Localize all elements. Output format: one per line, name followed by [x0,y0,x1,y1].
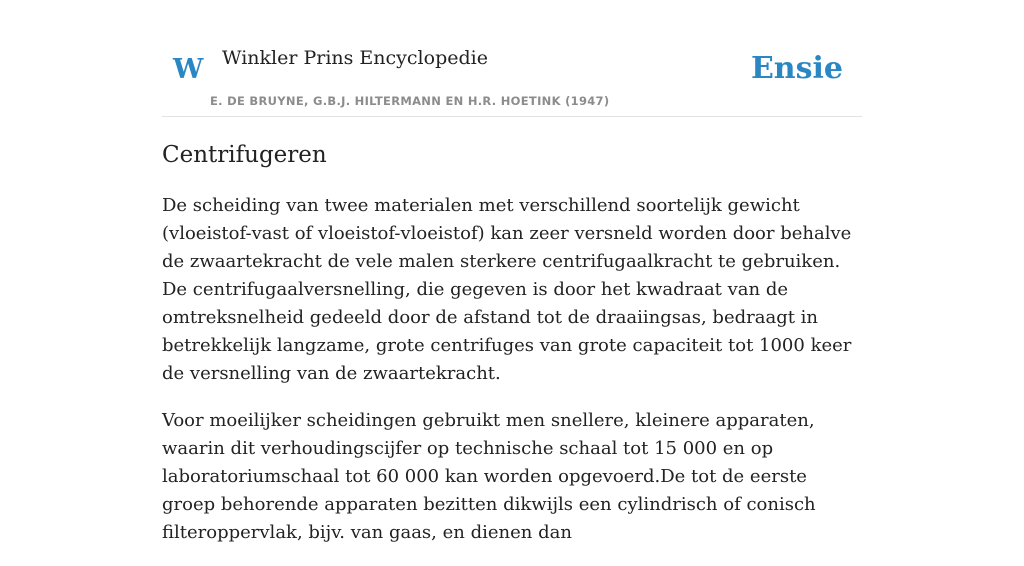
article-title: Centrifugeren [162,142,327,168]
winkler-prins-logo[interactable]: W [173,54,204,85]
article-paragraph: De scheiding van twee materialen met verschillend soortelijk gewicht (vloeistof-vast of vloeistof-vloeistof) kan zeer versneld worden door behalve de zwaartekracht de vele malen sterkere centrifugaalkracht te gebruiken. De centrifugaalversnelling, die gegeven is door het kwadraat van de omtreksnelheid gedeeld door de afstand tot de draaiingsas, bedraagt in betrekkelijk langzame, grote centrifuges van grote capaciteit tot 1000 keer de versnelling van de zwaartekracht. [162,195,852,384]
ensie-logo-link[interactable]: Ensie [750,51,843,86]
book-title[interactable]: Winkler Prins Encyclopedie [222,47,488,69]
book-authors: E. DE BRUYNE, G.B.J. HILTERMANN EN H.R. HOETINK (1947) [210,94,610,108]
site-header [162,0,862,117]
article-body [162,192,862,566]
article-paragraph: Voor moeilijker scheidingen gebruikt men snellere, kleinere apparaten, waarin dit verhoudingscijfer op technische schaal tot 15 000 en op laboratoriumschaal tot 60 000 kan worden opgevoerd.De tot de eerste groep behorende apparaten bezitten dikwijls een cylindrisch of conisch filteroppervlak, bijv. van gaas, en dienen dan [162,410,816,543]
